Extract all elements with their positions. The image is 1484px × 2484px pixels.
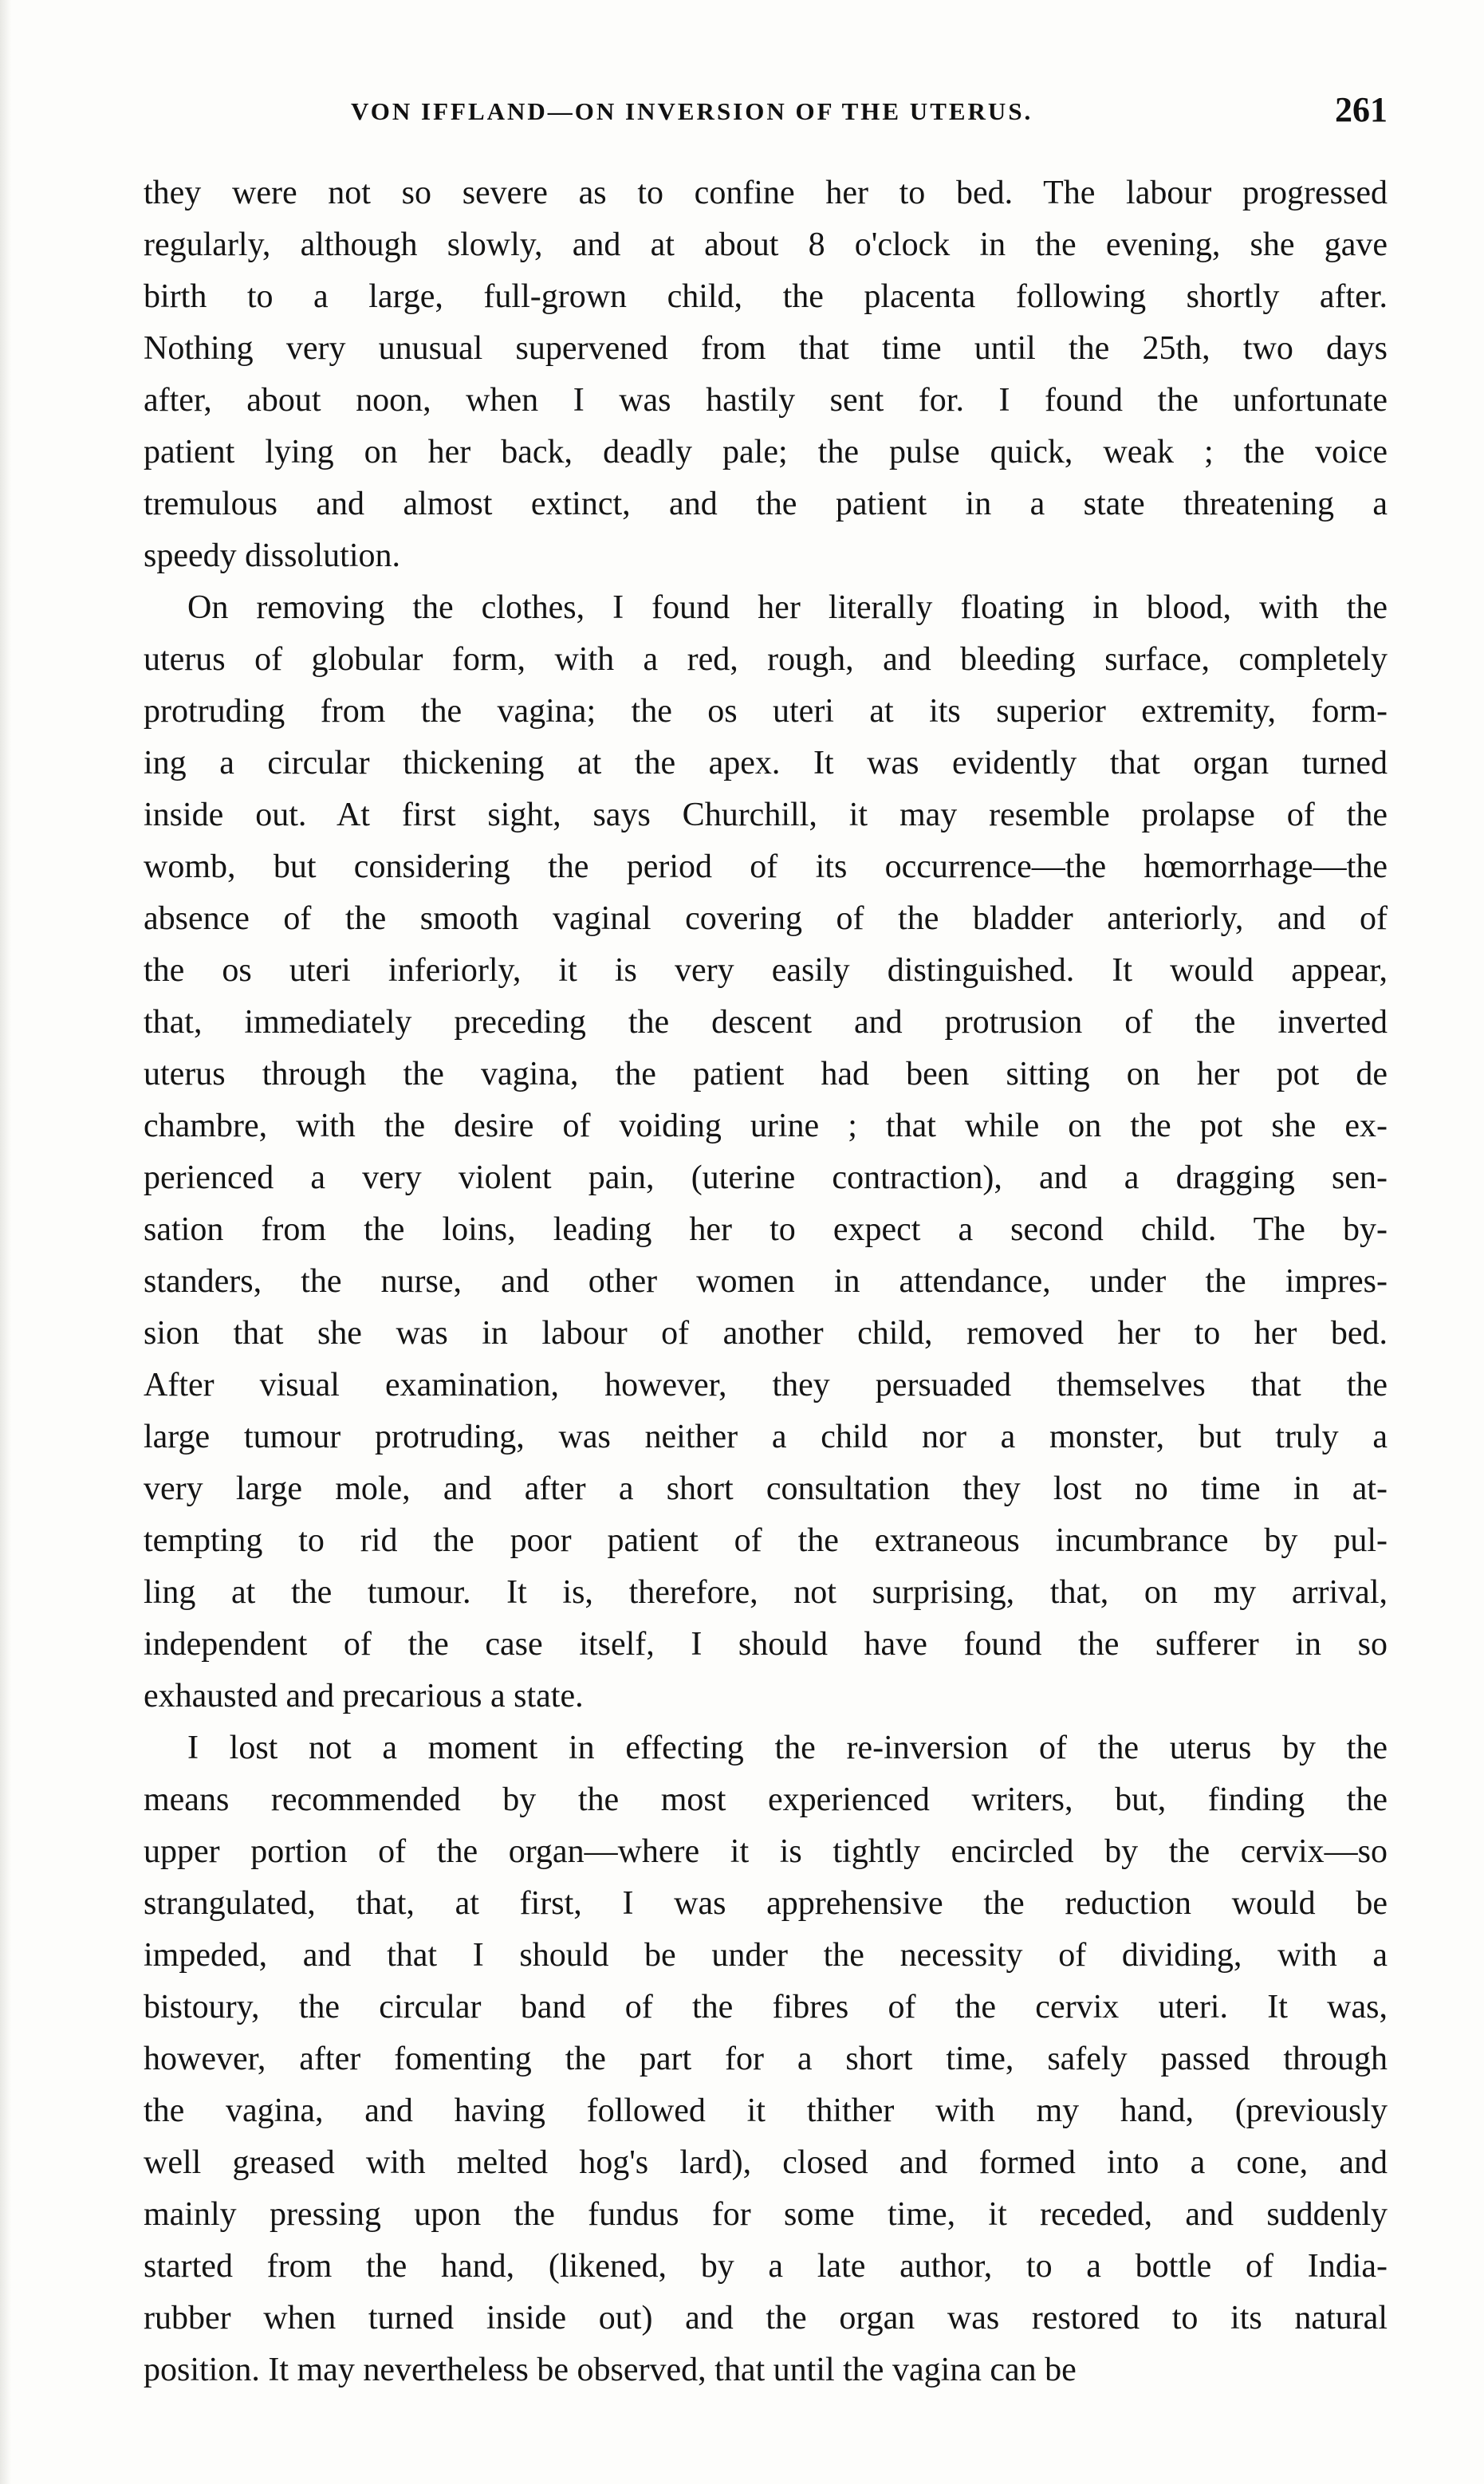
text-line: after, about noon, when I was hastily sent for. I found the unfortunate — [144, 382, 1388, 419]
text-line: mainly pressing upon the fundus for some time, it receded, and suddenly — [144, 2196, 1388, 2233]
text-line: I lost not a moment in effecting the re-inversion of the uterus by the — [187, 1730, 1388, 1766]
text-line: birth to a large, full-grown child, the placenta following shortly after. — [144, 278, 1388, 315]
text-line: ing a circular thickening at the apex. It was evidently that organ turned — [144, 745, 1388, 781]
paragraph — [144, 1722, 1388, 2396]
text-line: strangulated, that, at first, I was apprehensive the reduction would be — [144, 1885, 1388, 1922]
page-gutter-shadow — [0, 0, 11, 2484]
text-line: however, after fomenting the part for a short time, safely passed through — [144, 2041, 1388, 2077]
page-header — [144, 89, 1388, 137]
text-line: bistoury, the circular band of the fibres of the cervix uteri. It was, — [144, 1989, 1388, 2025]
text-line: the vagina, and having followed it thither with my hand, (previously — [144, 2092, 1388, 2129]
text-line: standers, the nurse, and other women in attendance, under the impres- — [144, 1263, 1388, 1300]
text-line: perienced a very violent pain, (uterine contraction), and a dragging sen- — [144, 1159, 1388, 1196]
text-line: that, immediately preceding the descent and protrusion of the inverted — [144, 1004, 1388, 1041]
paragraph — [144, 582, 1388, 1722]
text-line: ling at the tumour. It is, therefore, not surprising, that, on my arrival, — [144, 1574, 1388, 1611]
text-line: patient lying on her back, deadly pale; the pulse quick, weak ; the voice — [144, 434, 1388, 470]
text-line: inside out. At first sight, says Churchill, it may resemble prolapse of the — [144, 797, 1388, 833]
running-head: VON IFFLAND—ON INVERSION OF THE UTERUS. — [351, 97, 1033, 125]
text-line: sion that she was in labour of another child, removed her to her bed. — [144, 1315, 1388, 1352]
paragraph — [144, 167, 1388, 582]
body-text — [144, 167, 1388, 2396]
page-number: 261 — [1335, 90, 1388, 129]
text-line: uterus through the vagina, the patient had been sitting on her pot de — [144, 1056, 1388, 1092]
text-line: impeded, and that I should be under the necessity of dividing, with a — [144, 1937, 1388, 1974]
text-line: the os uteri inferiorly, it is very easily distinguished. It would appear, — [144, 952, 1388, 989]
text-line: means recommended by the most experienced writers, but, finding the — [144, 1781, 1388, 1818]
text-line: absence of the smooth vaginal covering of the bladder anteriorly, and of — [144, 900, 1388, 937]
text-line: rubber when turned inside out) and the organ was restored to its natural — [144, 2300, 1388, 2336]
text-line: they were not so severe as to confine her to bed. The labour progressed — [144, 175, 1388, 211]
text-line: protruding from the vagina; the os uteri at its superior extremity, form- — [144, 693, 1388, 730]
text-line: After visual examination, however, they persuaded themselves that the — [144, 1367, 1388, 1403]
text-line: speedy dissolution. — [144, 537, 400, 574]
text-line: independent of the case itself, I should have found the sufferer in so — [144, 1626, 1388, 1663]
text-line: tremulous and almost extinct, and the patient in a state threatening a — [144, 486, 1388, 522]
text-line: chambre, with the desire of voiding urine ; that while on the pot she ex- — [144, 1108, 1388, 1144]
text-line: well greased with melted hog's lard), closed and formed into a cone, and — [144, 2144, 1388, 2181]
text-line: uterus of globular form, with a red, rough, and bleeding surface, completely — [144, 641, 1388, 678]
text-line: Nothing very unusual supervened from that time until the 25th, two days — [144, 330, 1388, 367]
text-line: very large mole, and after a short consultation they lost no time in at- — [144, 1470, 1388, 1507]
text-line: started from the hand, (likened, by a late author, to a bottle of India- — [144, 2248, 1388, 2285]
text-line: exhausted and precarious a state. — [144, 1678, 584, 1714]
text-line: large tumour protruding, was neither a child nor a monster, but truly a — [144, 1419, 1388, 1455]
text-line: upper portion of the organ—where it is tightly encircled by the cervix—so — [144, 1833, 1388, 1870]
text-line: womb, but considering the period of its occurrence—the hœmorrhage—the — [144, 848, 1388, 885]
text-line: sation from the loins, leading her to expect a second child. The by- — [144, 1211, 1388, 1248]
text-line: regularly, although slowly, and at about 8 o'clock in the evening, she gave — [144, 226, 1388, 263]
text-line: position. It may nevertheless be observed, that until the vagina can be — [144, 2352, 1077, 2388]
text-line: tempting to rid the poor patient of the extraneous incumbrance by pul- — [144, 1522, 1388, 1559]
text-line: On removing the clothes, I found her literally floating in blood, with the — [187, 589, 1388, 626]
